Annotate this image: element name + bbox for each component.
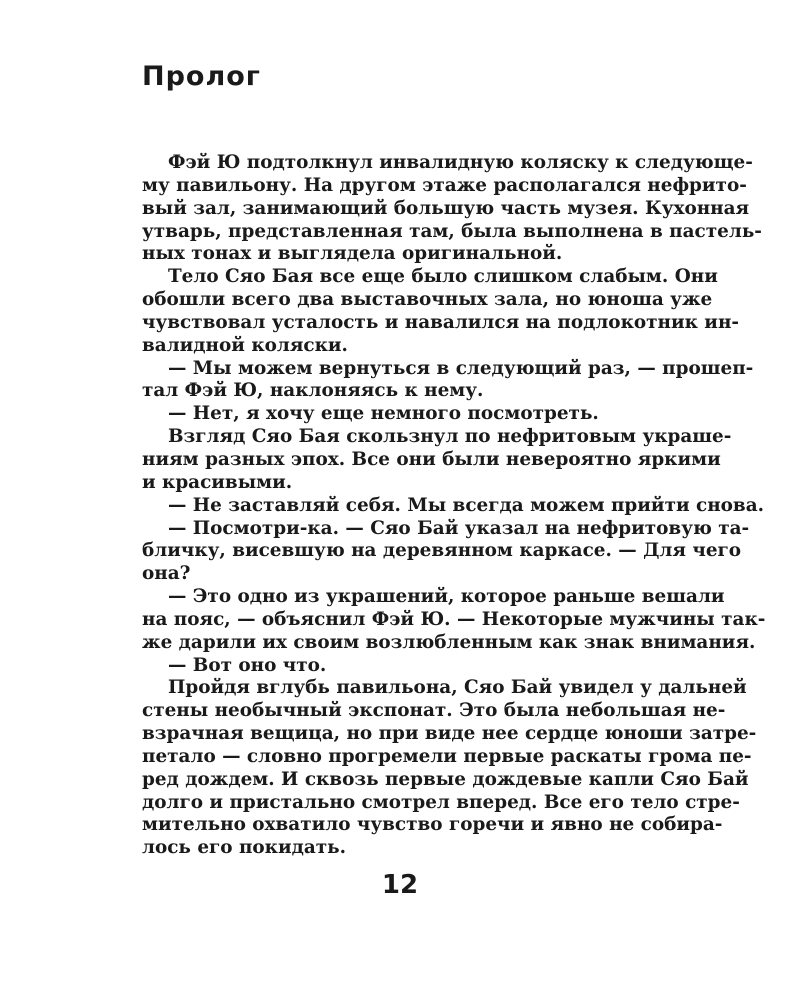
text-line: му павильону. На другом этаже располагался нефрито- [142, 174, 747, 196]
text-line: — Это одно из украшений, которое раньше вешали [168, 586, 725, 608]
text-line: она? [142, 563, 191, 585]
chapter-title: Пролог [142, 61, 261, 92]
text-line: на пояс, — объяснил Фэй Ю. — Некоторые мужчины так- [142, 608, 766, 630]
text-line: утварь, представленная там, была выполнена в пастель- [142, 220, 762, 242]
text-line: — Нет, я хочу еще немного посмотреть. [168, 403, 599, 425]
text-line: долго и пристально смотрел вперед. Все его тело стре- [142, 791, 740, 813]
text-line: Взгляд Сяо Бая скользнул по нефритовым украше- [168, 426, 732, 448]
text-line: петало — словно прогремели первые раскаты грома пе- [142, 745, 752, 767]
text-line: — Вот оно что. [168, 654, 327, 676]
text-line: ниям разных эпох. Все они были невероятно яркими [142, 448, 721, 470]
text-line: вый зал, занимающий большую часть музея. Кухонная [142, 197, 750, 219]
text-line: взрачная вещица, но при виде нее сердце юноши затре- [142, 723, 757, 745]
text-line: мительно охватило чувство горечи и явно не собира- [142, 814, 723, 836]
text-line: обошли всего два выставочных зала, но юноша уже [142, 289, 713, 311]
page-number: 12 [381, 870, 419, 900]
text-line: — Не заставляй себя. Мы всегда можем прийти снова. [168, 494, 765, 516]
text-line: стены необычный экспонат. Это была небольшая не- [142, 700, 726, 722]
text-line: тал Фэй Ю, наклоняясь к нему. [142, 380, 484, 402]
text-line: Фэй Ю подтолкнул инвалидную коляску к следующе- [168, 152, 753, 173]
text-line: бличку, висевшую на деревянном каркасе. — Для чего [142, 540, 742, 562]
text-line: лось его покидать. [142, 837, 347, 859]
text-line: чувствовал усталость и навалился на подлокотник ин- [142, 311, 740, 333]
text-line: и красивыми. [142, 471, 293, 493]
text-line: же дарили их своим возлюбленным как знак внимания. [142, 631, 756, 653]
text-line: — Мы можем вернуться в следующий раз, — прошеп- [168, 357, 754, 379]
text-line: ных тонах и выглядела оригинальной. [142, 243, 563, 265]
text-line: Тело Сяо Бая все еще было слишком слабым. Они [168, 266, 718, 288]
text-line: валидной коляски. [142, 334, 348, 356]
text-line: ред дождем. И сквозь первые дождевые капли Сяо Бай [142, 768, 749, 790]
text-line: Пройдя вглубь павильона, Сяо Бай увидел у дальней [168, 677, 747, 699]
body-text [142, 152, 766, 860]
text-line: — Посмотри-ка. — Сяо Бай указал на нефритовую та- [168, 517, 750, 539]
